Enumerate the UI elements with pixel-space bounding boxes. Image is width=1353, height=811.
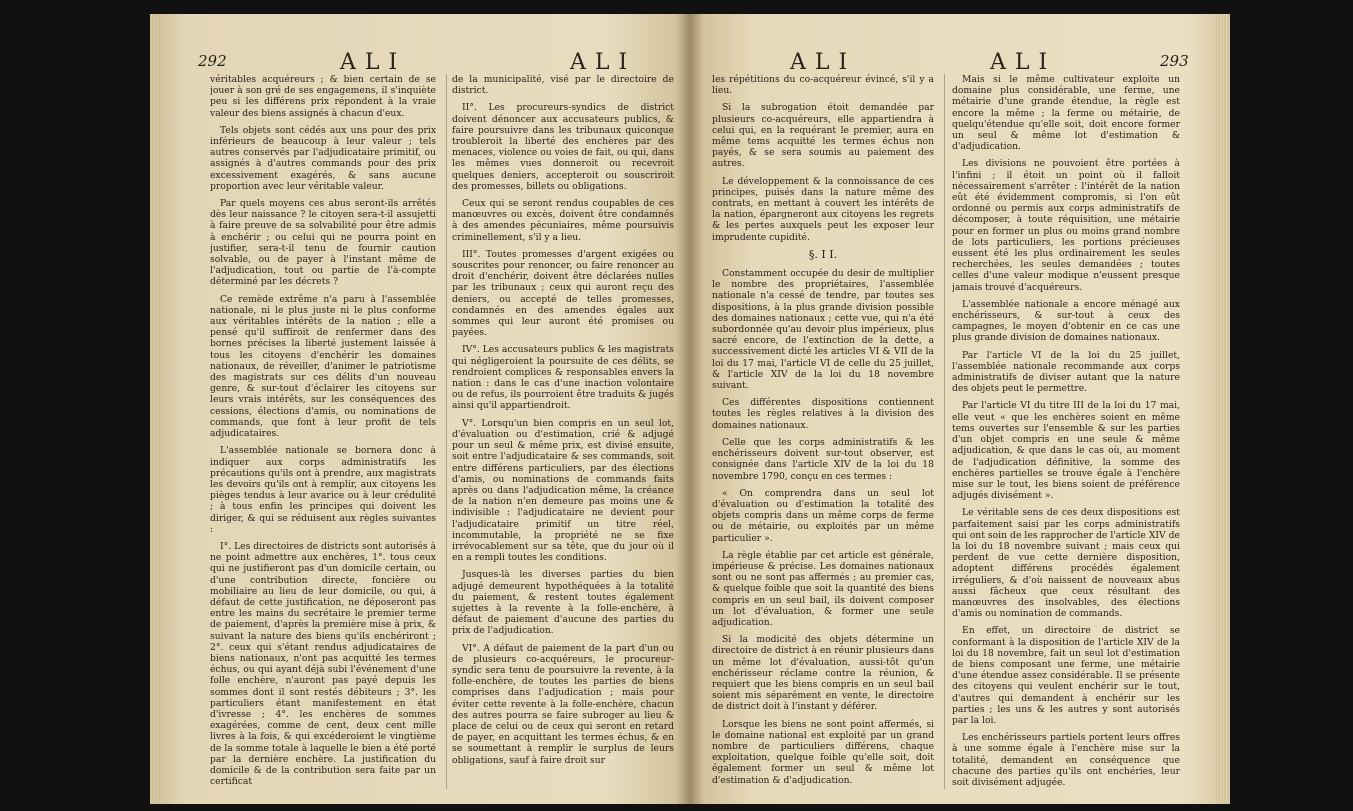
page-number: 293 — [1160, 52, 1189, 70]
left-page — [150, 14, 690, 804]
paragraph: L'assemblée nationale a encore ménagé aux enchérisseurs, & sur-tout à ceux des campagnes, le moyen d'obtenir en ce cas une plus grande division de domaines nationaux. — [952, 298, 1180, 344]
column-rule — [446, 74, 447, 789]
paragraph: II°. Les procureurs-syndics de district doivent dénoncer aux accusateurs publics, & faire poursuivre dans les tribunaux quiconque troubleroit la liberté des enchères par des menaces, violence ou voies de fait, ou qui, dans les mêmes vues donneroit ou recevroit quelques deniers, accepteroit ou souscriroit des promesses, billets ou obligations. — [452, 102, 674, 192]
paragraph: Si la subrogation étoit demandée par plusieurs co-acquéreurs, elle appartiendra à celui qui, en la requérant le premier, aura en même tems acquitté les termes échus non payés, & se sera soumis au paiement des autres. — [712, 102, 934, 170]
paragraph: III°. Toutes promesses d'argent exigées ou souscrites pour renoncer, ou faire renoncer au droit d'enchérir, doivent être déclarées nulles par les tribunaux ; ceux qui auront reçu des deniers, ou accepté de telles promesses, condamnés en des amendes égales aux sommes qui leur auront été promises ou payées. — [452, 248, 674, 339]
paragraph: Celle que les corps administratifs & les enchérisseurs doivent sur-tout observer, est consignée dans l'article XIV de la loi du 18 novembre 1790, conçu en ces termes : — [712, 436, 934, 482]
paragraph: Lorsque les biens ne sont point affermés, si le domaine national est exploité par un grand nombre de particuliers différens, chaque exploitation, quelque foible qu'elle soit, doit également former un seul & même lot d'estimation & d'adjudication. — [712, 718, 934, 786]
text-column — [452, 74, 674, 799]
paragraph: les répétitions du co-acquéreur évincé, s'il y a lieu. — [712, 74, 934, 97]
paragraph: Si la modicité des objets détermine un directoire de district à en réunir plusieurs dans un même lot d'évaluation, aussi-tôt qu'un enchérisseur réclame contre la réunion, & requiert que les biens compris en un seul bail soient mis séparément en vente, le directoire de district doit à l'instant y déférer. — [712, 634, 934, 713]
paragraph: V°. Lorsqu'un bien compris en un seul lot, d'évaluation ou d'estimation, crié & adjugé pour un seul & même prix, est divisé ensuite, soit entre l'adjudicataire & ses commands, soit entre différens particuliers, par des élections d'amis, ou nominations de commands faits après ou dans l'adjudication même, la créance de la nation n'en demeure pas moins une & indivisible : l'adjudicataire ne devient pour l'adjudicataire primitif un titre réel, incommutable, la propriété ne se fixe irrévocablement sur sa tête, que du jour où il en a rempli toutes les conditions. — [452, 417, 674, 564]
paragraph: Par l'article VI de la loi du 25 juillet, l'assemblée nationale recommande aux corps administratifs de diviser autant que la nature des objets peut le permettre. — [952, 349, 1180, 395]
paragraph: Tels objets sont cédés aux uns pour des prix inférieurs de beaucoup à leur valeur ; tels autres conservés par l'adjudicataire primitif, ou assignés à d'autres commands pour des prix excessivement exagérés, & sans aucune proportion avec leur véritable valeur. — [210, 124, 436, 192]
paragraph: Mais si le même cultivateur exploite un domaine plus considérable, une ferme, une métairie d'une grande étendue, la règle est encore la même ; la ferme ou métairie, de quelqu'étendue qu'elle soit, doit encore former un seul & même lot d'estimation & d'adjudication. — [952, 74, 1180, 153]
running-head: ALI — [340, 50, 407, 75]
paragraph: Ces différentes dispositions contiennent toutes les règles relatives à la division des domaines nationaux. — [712, 397, 934, 431]
text-column — [210, 74, 436, 799]
paragraph: de la municipalité, visé par le directoire de district. — [452, 74, 674, 97]
paragraph: Ce remède extrême n'a paru à l'assemblée nationale, ni le plus juste ni le plus conforme aux véritables intérêts de la nation ; elle a pensé qu'il suffiroit de renfermer dans des bornes précises la liberté justement laissée à tous les citoyens d'enchérir les domaines nationaux, de réveiller, d'animer le patriotisme des magistrats sur ces délits d'un nouveau genre, & sur-tout d'éclairer les citoyens sur leurs vrais intérêts, sur les conséquences des cessions, élections d'amis, ou nominations de commands, que font à leur profit de tels adjudicataires. — [210, 293, 436, 440]
paragraph: IV°. Les accusateurs publics & les magistrats qui négligeroient la poursuite de ces délits, se rendroient complices & responsables envers la nation : dans le cas d'une inaction volontaire ou de refus, ils pourroient être traduits & jugés ainsi qu'il appartiendroit. — [452, 344, 674, 412]
page-number: 292 — [198, 52, 227, 70]
book-gutter — [676, 14, 704, 804]
paragraph: véritables acquéreurs ; & bien certain de se jouer à son gré de ses engagemens, il s'inquiète peu si les différens prix répondent à la vraie valeur des biens assignés à chacun d'eux. — [210, 74, 436, 119]
text-column — [712, 74, 934, 799]
paragraph: Le développement & la connoissance de ces principes, puisés dans la nature même des contrats, en mettant à couvert les intérêts de la nation, épargneront aux citoyens les regrets & les pertes auxquels peut les exposer leur imprudente cupidité. — [712, 175, 934, 243]
section-heading: §. I I. — [808, 247, 838, 261]
running-head-gutter: ALI — [790, 50, 857, 75]
paragraph: Les enchérisseurs partiels portent leurs offres à une somme égale à l'enchère mise sur la totalité, demandent en conséquence que chacune des parties qu'ils ont enchéries, leur soit divisément adjugée. — [952, 732, 1180, 788]
paragraph: La règle établie par cet article est générale, impérieuse & précise. Les domaines nationaux sont ou ne sont pas affermés ; au premier cas, & quelque foible que soit la quantité des biens compris en un seul bail, ils doivent composer un lot d'évaluation, & former une seule adjudication. — [712, 549, 934, 628]
running-head-gutter: ALI — [570, 50, 637, 75]
paragraph: Les divisions ne pouvoient être portées à l'infini ; il étoit un point où il falloit nécessairement s'arrêter : l'intérêt de la nation eût été évidemment compromis, si l'on eût ordonné ou permis aux corps administratifs de décomposer, à toute réquisition, une métairie pour en former un plus ou moins grand nombre de lots particuliers, les portions précieuses eussent été les plus ordinairement les seules recherchées, les seules demandées ; toutes celles d'une valeur modique n'eussent presque jamais trouvé d'acquéreurs. — [952, 158, 1180, 293]
text-column — [952, 74, 1180, 799]
right-page — [690, 14, 1230, 804]
paragraph: Constamment occupée du desir de multiplier le nombre des propriétaires, l'assemblée nationale n'a cessé de tendre, par toutes ses dispositions, à la plus grande division possible des domaines nationaux ; cette vue, qui n'a été subordonnée qu'au devoir plus impérieux, plus sacré encore, de l'extinction de la dette, a successivement dicté les articles VI & VII de la loi du 17 mai, l'article VI de celle du 25 juillet, & l'article XIV de la loi du 18 novembre suivant. — [712, 268, 934, 392]
paragraph: Par l'article VI du titre III de la loi du 17 mai, elle veut « que les enchères soient en même tems ouvertes sur l'ensemble & sur les parties d'un objet compris en une seule & même adjudication, & que dans le cas où, au moment de l'adjudication définitive, la somme des enchères partielles se trouve égale à l'enchère mise sur le tout, les biens soient de préférence adjugés divisément ». — [952, 400, 1180, 502]
paragraph: L'assemblée nationale se bornera donc à indiquer aux corps administratifs les précautions qu'ils ont à prendre, aux magistrats les devoirs qu'ils ont à remplir, aux citoyens les pièges tendus à leur avarice ou à leur crédulité ; à tous enfin les principes qui doivent les diriger, & qui se réduisent aux règles suivantes : — [210, 445, 436, 535]
paragraph: Jusques-là les diverses parties du bien adjugé demeurent hypothéquées à la totalité du paiement, & restent toutes également sujettes à la revente à la folle-enchère, à défaut de paiement d'aucune des parties du prix de l'adjudication. — [452, 569, 674, 637]
open-book — [150, 14, 1230, 804]
paragraph: Par quels moyens ces abus seront-ils arrêtés dès leur naissance ? le citoyen sera-t-il assujetti à faire preuve de sa solvabilité pour être admis à enchérir ; ou celui qui ne pourra point en justifier, sera-t-il tenu de fournir caution solvable, ou de payer à l'instant même de l'adjudication, tout ou partie de l'à-compte déterminé par les décrets ? — [210, 198, 436, 288]
paragraph: Ceux qui se seront rendus coupables de ces manœuvres ou excès, doivent être condamnés à des amendes pécuniaires, même poursuivis criminellement, s'il y a lieu. — [452, 198, 674, 243]
page-edges-left — [150, 14, 160, 804]
running-head: ALI — [990, 50, 1057, 75]
page-edges-right — [1216, 14, 1230, 804]
paragraph: Le véritable sens de ces deux dispositions est parfaitement saisi par les corps administratifs qui ont soin de les rapprocher de l'article XIV de la loi du 18 novembre suivant ; mais ceux qui perdent de vue cette dernière disposition, adoptent différens procédés également irréguliers, & d'où naissent de nouveaux abus aussi fâcheux que ceux résultant des manœuvres des insolvables, des élections d'amis ou nomination de commands. — [952, 507, 1180, 620]
paragraph: En effet, un directoire de district se conformant à la disposition de l'article XIV de la loi du 18 novembre, fait un seul lot d'estimation de biens composant une ferme, une métairie d'une étendue assez considérable. Il se présente des citoyens qui veulent enchérir sur le tout, d'autres qui demandent à enchérir sur les parties ; les uns & les autres y sont autorisés par la loi. — [952, 625, 1180, 726]
paragraph: « On comprendra dans un seul lot d'évaluation ou d'estimation la totalité des objets compris dans un même corps de ferme ou de métairie, ou exploités par un même particulier ». — [712, 487, 934, 544]
paragraph: VI°. A défaut de paiement de la part d'un ou de plusieurs co-acquéreurs, le procureur-syndic sera tenu de poursuivre la revente, à la folle-enchère, de toutes les parties de biens comprises dans l'adjudication ; mais pour éviter cette revente à la folle-enchère, chacun des autres pourra se faire subroger au lieu & place de celui ou de ceux qui seront en retard de payer, en acquittant les termes échus, & en se soumettant à remplir le surplus de leurs obligations, sauf à faire droit sur — [452, 642, 674, 766]
paragraph: I°. Les directoires de districts sont autorisés à ne point admettre aux enchères, 1°. tous ceux qui ne justifieront pas d'un domicile certain, ou d'une contribution directe, foncière ou mobiliaire au lieu de leur domicile, ou qui, à défaut de cette justification, ne déposeront pas entre les mains du secrétaire le premier terme de paiement, d'après la première mise à prix, & suivant la nature des biens qu'ils enchériront ; 2°. ceux qui s'étant rendus adjudicataires de biens nationaux, n'ont pas acquitté les termes échus, ou qui ayant déjà subi l'événement d'une folle enchère, n'auront pas payé depuis les sommes dont il sont restés débiteurs ; 3°. les particuliers étant manifestement en état d'ivresse ; 4°. les enchères de sommes exagérées, comme de cent, deux cent mille livres à la fois, & qui excéderoient le vingtième de la somme totale à laquelle le bien a été porté par la dernière enchère. La justification du domicile & de la contribution sera faite par un certificat — [210, 540, 436, 788]
column-rule — [944, 74, 945, 789]
